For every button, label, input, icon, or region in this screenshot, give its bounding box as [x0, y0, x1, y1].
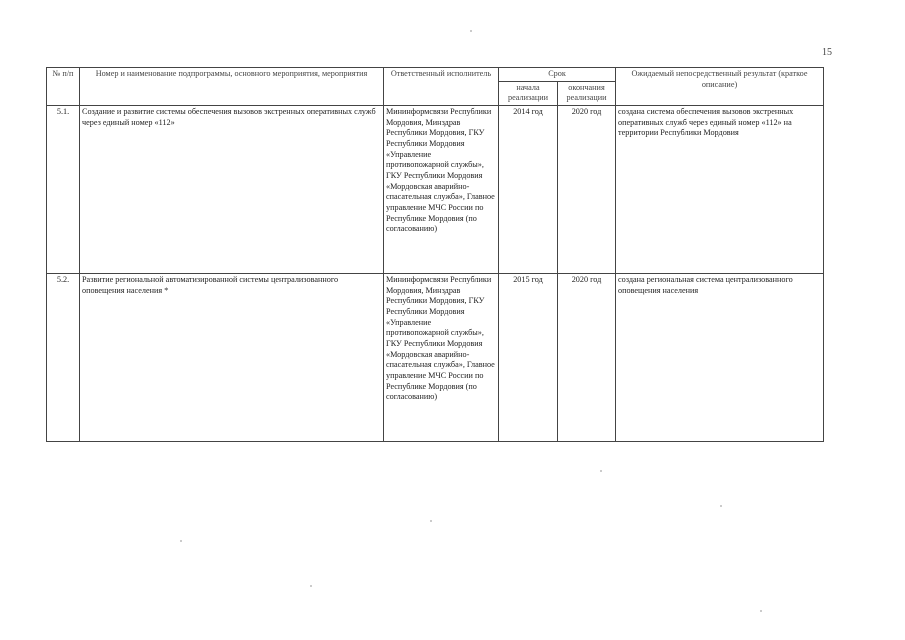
table-row	[47, 273, 824, 441]
scan-speck	[720, 505, 722, 507]
header-num: № п/п	[47, 68, 80, 106]
row-result: создана система обеспечения вызовов экстренных оперативных служб через единый номер «112» на территории Республики Мордовия	[616, 105, 824, 273]
header-start: начала реализации	[499, 81, 558, 105]
program-table	[46, 67, 824, 442]
page-number: 15	[822, 47, 832, 58]
row-name: Создание и развитие системы обеспечения вызовов экстренных оперативных служб через единый номер «112»	[80, 105, 384, 273]
scan-speck	[600, 470, 602, 472]
row-start: 2015 год	[499, 273, 558, 441]
row-num: 5.1.	[47, 105, 80, 273]
header-row	[47, 68, 824, 82]
row-name: Развитие региональной автоматизированной системы централизованного оповещения населения *	[80, 273, 384, 441]
header-result: Ожидаемый непосредственный результат (краткое описание)	[616, 68, 824, 106]
row-start: 2014 год	[499, 105, 558, 273]
row-result: создана региональная система централизованного оповещения населения	[616, 273, 824, 441]
header-period: Срок	[499, 68, 616, 82]
scan-speck	[760, 610, 762, 612]
header-end: окончания реализации	[558, 81, 616, 105]
scan-speck	[180, 540, 182, 542]
scan-speck	[470, 30, 472, 32]
row-num: 5.2.	[47, 273, 80, 441]
header-executor: Ответственный исполнитель	[384, 68, 499, 106]
header-name: Номер и наименование подпрограммы, основного мероприятия, мероприятия	[80, 68, 384, 106]
row-executor: Мининформсвязи Республики Мордовия, Минздрав Республики Мордовия, ГКУ Республики Мордовия «Управление противопожарной службы», ГКУ Республики Мордовия «Мордовская аварийно-спасательная служба», Главное управление МЧС России по Республике Мордовия (по согласованию)	[384, 273, 499, 441]
row-executor: Мининформсвязи Республики Мордовия, Минздрав Республики Мордовия, ГКУ Республики Мордовия «Управление противопожарной службы», ГКУ Республики Мордовия «Мордовская аварийно-спасательная служба», Главное управление МЧС России по Республике Мордовия (по согласованию)	[384, 105, 499, 273]
scan-speck	[430, 520, 432, 522]
scan-speck	[310, 585, 312, 587]
row-end: 2020 год	[558, 105, 616, 273]
row-end: 2020 год	[558, 273, 616, 441]
table-row	[47, 105, 824, 273]
